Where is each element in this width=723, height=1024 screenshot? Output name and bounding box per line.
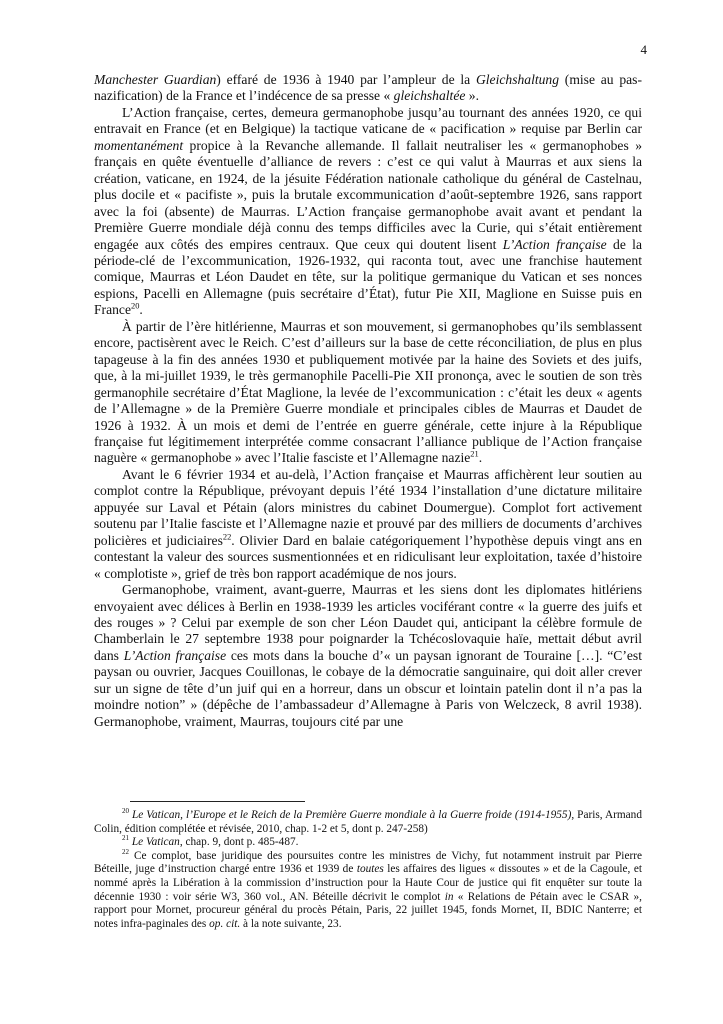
- italic-text: L’Action française: [502, 236, 607, 252]
- page-number: 4: [640, 42, 647, 57]
- italic-text: L’Action française: [123, 647, 227, 663]
- footnote-ref: 21: [470, 448, 479, 459]
- italic-text: Gleichshaltung: [475, 72, 560, 87]
- paragraph: L’Action française, certes, demeura germanophobe jusqu’au tournant des années 1920, ce qui entravait en France (et en Belgique) la tactique vaticane de « pacification » requise par Berlin car momentanément propice à la Revanche allemande. Il fallait neutraliser les « germanophobes » français en quête éventuelle d’alliance de revers : c’est ce qui valut à Maurras et aux siens la création, vaticane, en 1924, de la jésuite Fédération nationale catholique du général de Castelnau, plus docile et « pacifiste », puis la brutale excommunication d’août-septembre 1926, sans rapport avec la foi (absente) de Maurras. L’Action française germanophobe avait avant et pendant la Première Guerre mondiale déjà connu des temps difficiles avec la Curie, qui s’était entièrement engagée aux côtés des empires centraux. Que ceux qui doutent lisent L’Action française de la période-clé de l’excommunication, 1926-1932, qui raconta tout, avec une franchise hautement comique, Maurras et Léon Daudet en tête, sur la politique germanique du Vatican et ses nonces espions, Pacelli en Allemagne (puis secrétaire d’État), futur Pie XII, Maglione en Suisse puis en France$^{20}$.: [94, 104, 642, 318]
- italic-text: Le Vatican: [131, 836, 180, 849]
- paragraph: Avant le 6 février 1934 et au-delà, l’Action française et Maurras affichèrent leur soutien au complot contre la République, prévoyant depuis l’été 1934 l’installation d’une dictature militaire appuyée sur Laval et Pétain (alors ministres du cabinet Doumergue). Complot fort activement soutenu par l’Italie fasciste et l’Allemagne nazie et prouvé par des milliers de documents d’archives policières et judiciaires$^{22}$. Olivier Dard en balaie catégoriquement l’hypothèse depuis vingt ans en contestant la valeur des sources susmentionnées et en ridiculisant leur exploitation, taxée d’histoire « complotiste », grief de très bon rapport académique de nos jours.: [94, 466, 643, 581]
- italic-text: Manchester Guardian: [94, 72, 217, 87]
- italic-text: Le Vatican, l’Europe et le Reich de la Première Guerre mondiale à la Guerre froide (1914-1955): [132, 809, 572, 821]
- italic-text: toutes: [356, 863, 384, 876]
- footnote: $^{20}$ Le Vatican, l’Europe et le Reich de la Première Guerre mondiale à la Guerre froide (1914-1955), Paris, Armand Colin, édition complétée et révisée, 2010, chap. 1-2 et 5, dont p. 247-258): [94, 807, 642, 835]
- paragraph: À partir de l’ère hitlérienne, Maurras et son mouvement, si germanophobes qu’ils semblassent encore, pactisèrent avec le Reich. C’est d’ailleurs sur la base de cette réconciliation, de plus en plus tapageuse à la fin des années 1930 et publiquement motivée par la haine des Soviets et des juifs, que, à la mi-juillet 1939, le très germanophile Pacelli-Pie XII prononça, avec le soutien de son très germanophile secrétaire d’État Maglione, la levée de l’excommunication : c’était les deux « agents de l’Allemagne » de la Première Guerre mondiale et principales cibles de Maurras et Daudet de 1926 à 1932. À un mois et demi de l’entrée en guerre générale, cette injure à la République française fut légitimement interprétée comme consacrant l’alliance publique de l’Action française naguère « germanophobe » avec l’Italie fasciste et l’Allemagne nazie$^{21}$.: [94, 318, 642, 466]
- footnote-ref: 21: [122, 834, 129, 843]
- footnote: $^{21}$ Le Vatican, chap. 9, dont p. 485-487.: [122, 834, 299, 849]
- paragraph: Manchester Guardian) effaré de 1936 à 1940 par l’ampleur de la Gleichshaltung (mise au pas-nazification) de la France et l’indécence de sa presse « gleichshaltée ».: [94, 72, 642, 104]
- italic-text: momentanément: [94, 137, 184, 153]
- paragraph: Germanophobe, vraiment, avant-guerre, Maurras et les siens dont les diplomates hitlériens envoyaient avec délices à Berlin en 1938-1939 les articles vociférant contre « la guerre des juifs et des rouges » ? Celui par exemple de son cher Léon Daudet qui, anticipant la célèbre formule de Chamberlain le 27 septembre 1938 pour poignarder la Tchécoslovaquie haïe, mettait début avril dans L’Action française ces mots dans la bouche d’« un paysan ignorant de Touraine […]. “C’est paysan ou ouvrier, Jacques Couillonas, le cobaye de la démocratie sanguinaire, qui doit aller crever sur un signe de tête d’un juif qui en a horreur, dans un obscur et lointain patelin dont il n’a pas la moindre notion” » (dépêche de l’ambassadeur d’Allemagne à Paris von Welczeck, 8 avril 1938). Germanophobe, vraiment, Maurras, toujours cité par une: [94, 582, 642, 729]
- footnotes: [94, 809, 642, 931]
- footnote: $^{22}$ Ce complot, base juridique des poursuites contre les ministres de Vichy, fut notamment instruit par Pierre Béteille, juge d’instruction chargé entre 1936 et 1939 de toutes les affaires des ligues « dissoutes » et de la Cagoule, et nommé après la Libération à la commission d’instruction pour la Haute Cour de justice qui fit enquêter sur toute la décennie 1930 : voir série W3, 360 vol., AN. Béteille décrivit le complot in « Relations de Pétain avec le CSAR », rapport pour Mornet, procureur général du procès Pétain, Paris, 22 juillet 1945, fonds Mornet, II, BDIC Nanterre; et notes infra-paginales des op. cit. à la note suivante, 23.: [94, 848, 642, 930]
- footnote-separator: [130, 801, 305, 802]
- footnote-ref: 20: [131, 300, 140, 311]
- italic-text: gleichshaltée: [393, 88, 466, 104]
- footnote-ref: 22: [122, 848, 129, 857]
- body-text: [94, 72, 642, 730]
- footnote-ref: 20: [122, 807, 129, 816]
- footnote-ref: 22: [222, 531, 232, 542]
- italic-text: in: [444, 890, 454, 903]
- italic-text: op. cit.: [209, 917, 241, 930]
